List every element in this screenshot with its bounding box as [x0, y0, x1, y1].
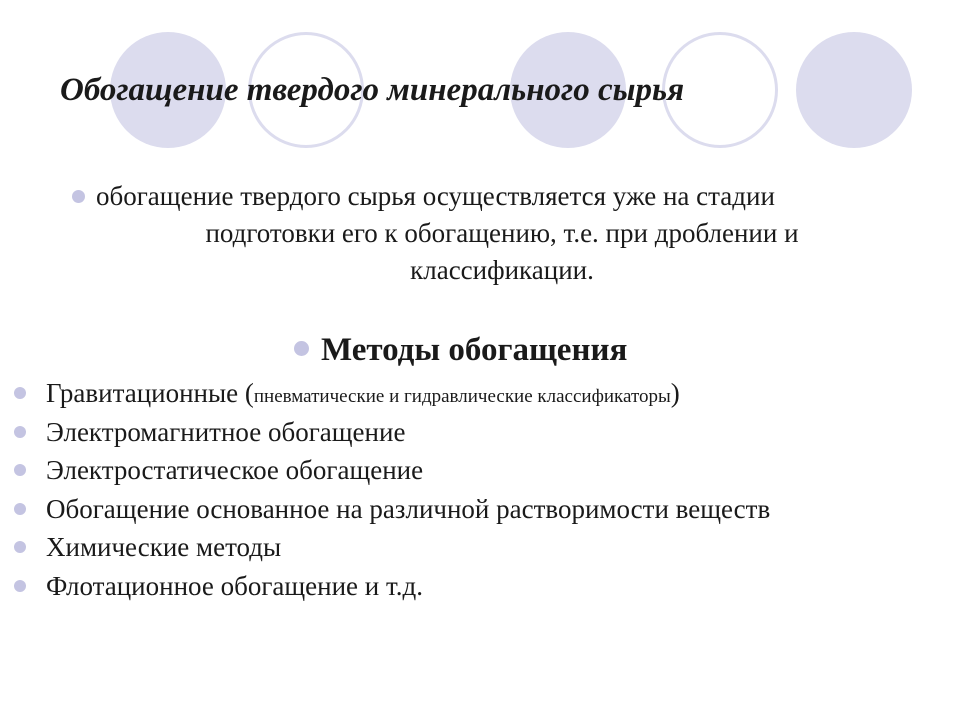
list-item-label: Гравитационные ( [46, 378, 254, 408]
bullet-icon [14, 503, 26, 515]
intro-paragraph [72, 178, 912, 289]
list-item [14, 413, 770, 452]
bullet-icon [72, 190, 85, 203]
list-item-label: Флотационное обогащение и т.д. [46, 570, 423, 601]
intro-line-1: обогащение твердого сырья осуществляется уже на стадии [96, 181, 775, 211]
intro-line-3: классификации. [410, 255, 594, 285]
bullet-icon [14, 541, 26, 553]
list-item [14, 374, 770, 413]
list-item-label: Электромагнитное обогащение [46, 416, 406, 447]
list-item [14, 490, 770, 529]
bullet-icon [14, 387, 26, 399]
list-item [14, 451, 770, 490]
list-item [14, 528, 770, 567]
list-item-label: Химические методы [46, 532, 282, 562]
list-item-detail: пневматические и гидравлические классификаторы [253, 386, 671, 407]
slide-title: Обогащение твердого минерального сырья [60, 72, 685, 108]
decor-circle-5 [796, 32, 912, 148]
methods-list [14, 374, 770, 605]
bullet-icon [14, 464, 26, 476]
methods-heading-text: Методы обогащения [321, 332, 628, 368]
list-item-close: ) [670, 378, 680, 408]
list-item [14, 567, 770, 606]
list-item-label: Обогащение основанное на различной растворимости веществ [46, 493, 771, 524]
list-item-label: Электростатическое обогащение [46, 455, 424, 485]
bullet-icon [14, 580, 26, 592]
methods-heading [294, 332, 627, 369]
bullet-icon [294, 341, 309, 356]
intro-line-2: подготовки его к обогащению, т.е. при дроблении и [205, 218, 799, 248]
bullet-icon [14, 426, 26, 438]
